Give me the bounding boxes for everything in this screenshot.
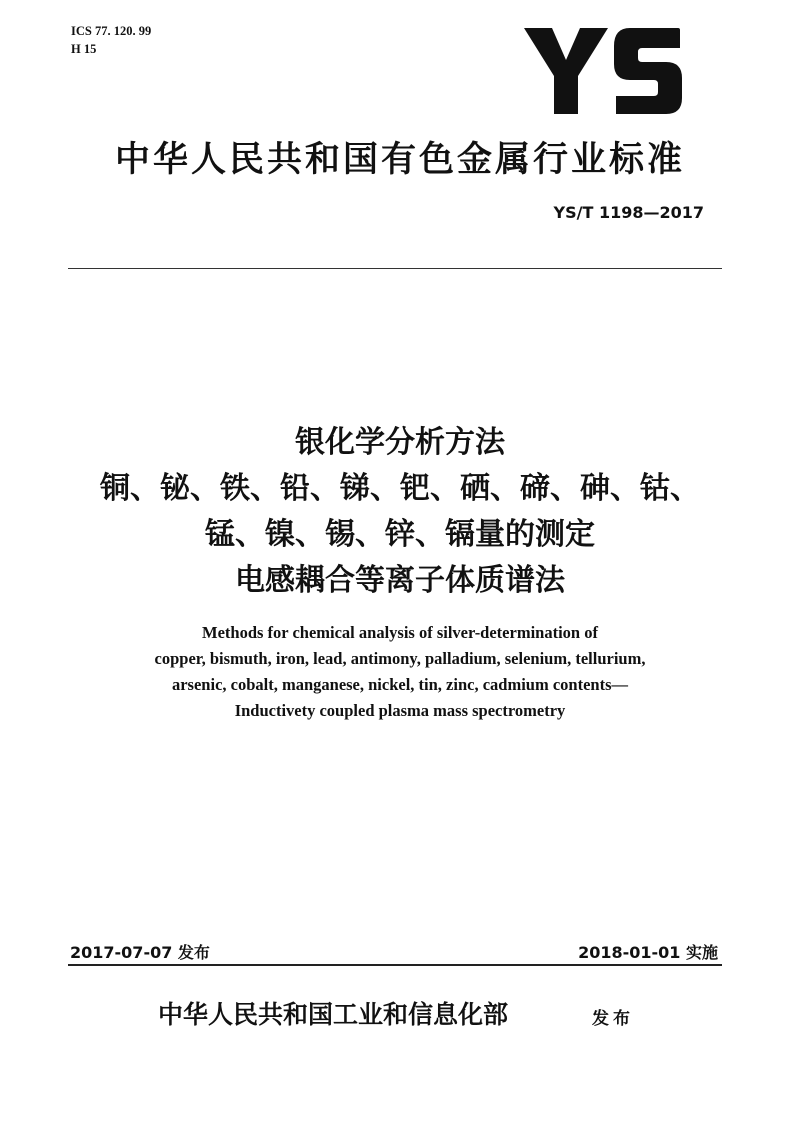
chinese-title-line: 银化学分析方法 xyxy=(295,425,505,460)
issue-date: 2017-07-07 发布 xyxy=(70,943,210,962)
issuing-standard-title: 中华人民共和国有色金属行业标准 xyxy=(114,140,685,180)
english-title-line: copper, bismuth, iron, lead, antimony, palladium, selenium, tellurium, xyxy=(154,649,646,668)
english-title-line: Methods for chemical analysis of silver-determination of xyxy=(202,623,598,642)
publish-label: 发布 xyxy=(592,1009,634,1029)
implementation-date: 2018-01-01 实施 xyxy=(578,943,718,962)
english-title xyxy=(0,620,800,724)
header-divider xyxy=(68,268,722,269)
standard-number: YS/T 1198—2017 xyxy=(553,203,704,222)
ics-code: ICS 77. 120. 99 xyxy=(71,24,152,38)
ccs-code: H 15 xyxy=(71,42,97,56)
chinese-title-line: 铜、铋、铁、铅、锑、钯、硒、碲、砷、钴、 xyxy=(100,471,700,506)
chinese-title xyxy=(0,420,800,604)
classification-codes xyxy=(71,22,151,58)
publisher-name: 中华人民共和国工业和信息化部 xyxy=(158,1000,509,1029)
ys-logo xyxy=(522,26,684,116)
chinese-title-line: 电感耦合等离子体质谱法 xyxy=(235,563,565,598)
english-title-line: Inductivety coupled plasma mass spectrometry xyxy=(234,701,566,720)
english-title-line: arsenic, cobalt, manganese, nickel, tin, zinc, cadmium contents— xyxy=(171,675,628,694)
footer-divider xyxy=(68,964,722,966)
chinese-title-line: 锰、镍、锡、锌、镉量的测定 xyxy=(205,517,595,552)
